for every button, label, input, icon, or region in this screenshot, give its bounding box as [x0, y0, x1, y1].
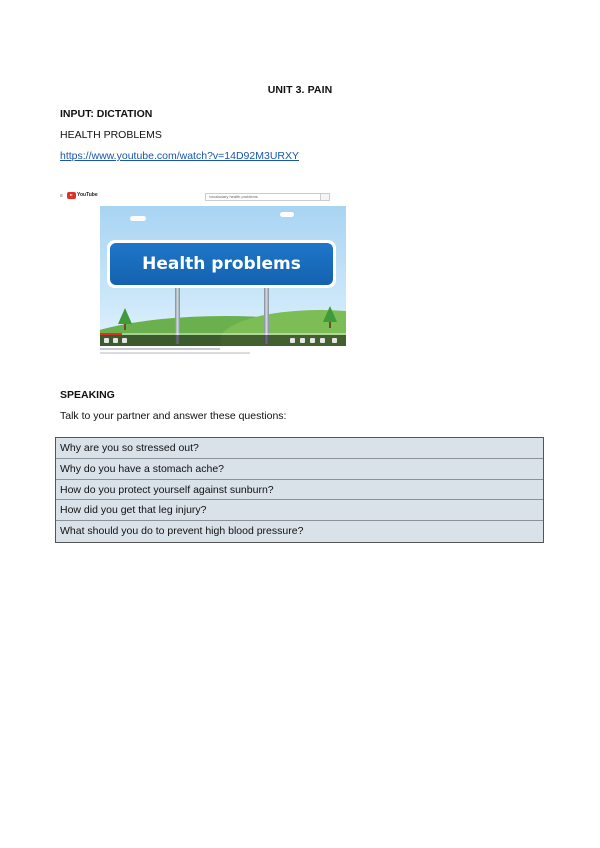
video-caption-line [100, 352, 250, 354]
theater-icon[interactable] [320, 338, 325, 343]
fullscreen-icon[interactable] [332, 338, 337, 343]
video-controls [100, 335, 346, 346]
video-link[interactable]: https://www.youtube.com/watch?v=14D92M3URXY [60, 150, 299, 162]
next-icon[interactable] [113, 338, 118, 343]
tree-shape [323, 306, 337, 322]
cloud-shape [280, 212, 294, 217]
question-row: Why do you have a stomach ache? [56, 459, 543, 480]
video-player[interactable] [100, 206, 346, 346]
question-row: How do you protect yourself against sunburn? [56, 480, 543, 501]
tree-trunk [124, 324, 126, 330]
question-row: Why are you so stressed out? [56, 438, 543, 459]
input-heading: INPUT: DICTATION [60, 108, 153, 120]
video-site-topbar [60, 190, 350, 202]
questions-table [55, 437, 544, 543]
menu-icon: ≡ [60, 193, 63, 199]
tree-shape [118, 308, 132, 324]
road-sign-text: Health problems [110, 243, 333, 285]
page-title: UNIT 3. PAIN [267, 84, 333, 96]
volume-icon[interactable] [122, 338, 127, 343]
settings-icon[interactable] [300, 338, 305, 343]
cloud-shape [130, 216, 146, 221]
speaking-heading: SPEAKING [60, 389, 115, 401]
question-row: What should you do to prevent high blood pressure? [60, 525, 304, 538]
site-logo [67, 192, 98, 199]
play-icon[interactable] [104, 338, 109, 343]
road-sign [107, 240, 336, 288]
search-icon [320, 193, 330, 201]
speaking-instruction: Talk to your partner and answer these questions: [60, 410, 287, 422]
topic-label: HEALTH PROBLEMS [60, 129, 162, 141]
captions-icon[interactable] [290, 338, 295, 343]
play-logo-icon [67, 192, 76, 199]
video-search-input: vocabulary health problems [205, 193, 322, 201]
miniplayer-icon[interactable] [310, 338, 315, 343]
site-logo-text: YouTube [77, 192, 98, 198]
question-row: How did you get that leg injury? [56, 500, 543, 521]
video-caption-line [100, 348, 220, 350]
video-page-screenshot [60, 190, 350, 360]
tree-trunk [329, 322, 331, 328]
